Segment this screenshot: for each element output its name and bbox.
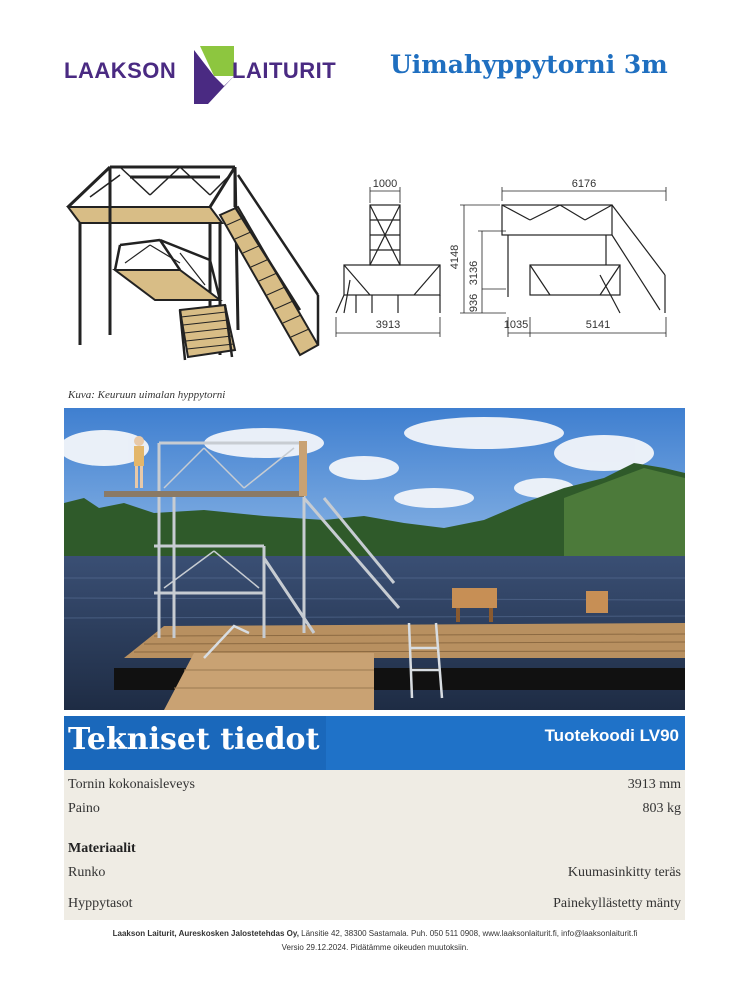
page-title: Uimahyppytorni 3m [390, 50, 668, 79]
tower-3d-render [60, 145, 330, 370]
logo-text-left: LAAKSON [64, 58, 177, 83]
footer-company: Laakson Laiturit, Aureskosken Jalostetehdas Oy, [112, 929, 299, 938]
logo-mark-icon [194, 46, 236, 104]
dim-height-lower: 936 [468, 293, 480, 313]
spec-value: Painekyllästetty mänty [553, 896, 681, 911]
dim-left-offset: 1035 [503, 319, 529, 331]
dim-total-width: 6176 [571, 178, 597, 190]
footer-version: Versio 29.12.2024. Pidätämme oikeuden muutoksiin. [281, 943, 469, 952]
specs-table [64, 770, 685, 920]
spec-label: Paino [68, 801, 100, 816]
spec-label: Tornin kokonaisleveys [68, 777, 195, 792]
specs-title: Tekniset tiedot [68, 722, 320, 757]
spec-label: Hyppytasot [68, 896, 133, 911]
materials-heading: Materiaalit [68, 841, 136, 856]
spec-value: Kuumasinkitty teräs [567, 865, 681, 880]
dim-top-width: 1000 [372, 178, 398, 190]
spec-label: Runko [68, 865, 106, 880]
dim-height-total: 4148 [449, 244, 461, 270]
company-logo [64, 46, 369, 104]
photo-caption: Kuva: Keuruun uimalan hyppytorni [68, 389, 226, 401]
tower-photo [64, 408, 685, 710]
dim-height-upper: 3136 [468, 260, 480, 286]
technical-drawing [330, 165, 690, 350]
logo-text-right: LAITURIT [232, 58, 337, 83]
specs-banner [64, 716, 685, 770]
footer-address: Länsitie 42, 38300 Sastamala. Puh. 050 511 0908, www.laaksonlaiturit.fi, info@laaksonlaiturit.fi [298, 929, 638, 938]
specs-banner-title-block [64, 716, 326, 770]
dim-base-width: 3913 [375, 319, 401, 331]
product-code: Tuotekoodi LV90 [544, 726, 679, 745]
footer-contact [0, 929, 750, 938]
dim-right-span: 5141 [585, 319, 611, 331]
spec-value: 3913 mm [627, 777, 681, 792]
spec-value: 803 kg [642, 801, 681, 816]
